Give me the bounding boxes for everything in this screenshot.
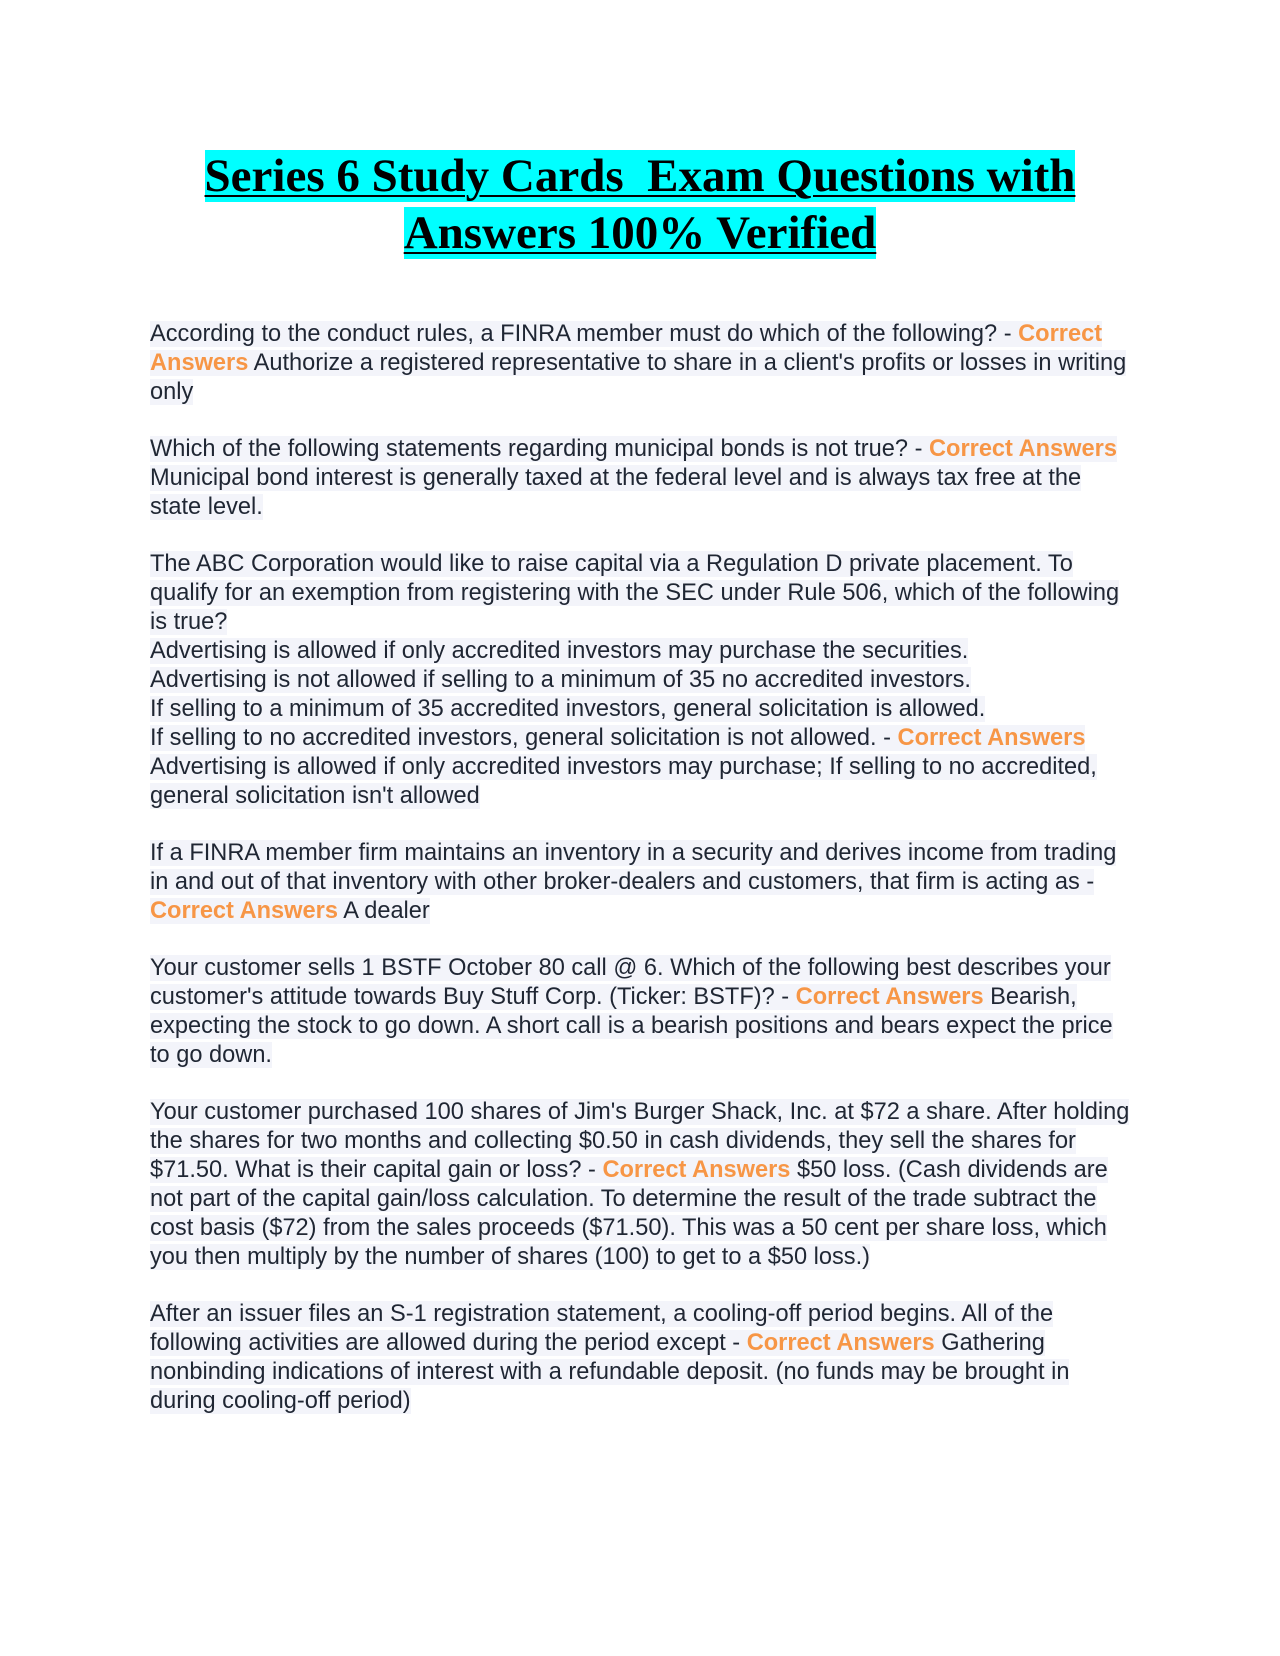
question-text: The ABC Corporation would like to raise capital via a Regulation D private placement. To qualify for an exemption from registering with the SEC under Rule 506, which of the following is true? <box>150 551 1120 635</box>
qa-item-4 <box>150 839 1130 926</box>
correct-answers-label: Correct Answers <box>929 436 1117 462</box>
qa-item-7 <box>150 1300 1130 1416</box>
qa-list <box>150 320 1130 1444</box>
question-option: If selling to a minimum of 35 accredited investors, general solicitation is allowed. <box>150 696 986 722</box>
title-line-2: Answers 100% Verified <box>403 207 877 259</box>
answer-text: Authorize a registered representative to share in a client's profits or losses in writing only <box>150 350 1127 405</box>
qa-item-1 <box>150 320 1130 407</box>
question-text: Your customer purchased 100 shares of Jim's Burger Shack, Inc. at $72 a share. After holding the shares for two months and collecting $0.50 in cash dividends, they sell the shares for $71.50. What is their capital gain or loss? - <box>150 1099 1130 1183</box>
question-text: If a FINRA member firm maintains an inventory in a security and derives income from trading in and out of that inventory with other broker-dealers and customers, that firm is acting as - <box>150 840 1117 895</box>
question-option: Advertising is not allowed if selling to a minimum of 35 no accredited investors. <box>150 667 971 693</box>
qa-item-5 <box>150 954 1130 1070</box>
question-option: Advertising is allowed if only accredited investors may purchase the securities. <box>150 638 969 664</box>
page-title <box>140 148 1140 262</box>
correct-answers-label: Correct Answers <box>150 898 338 924</box>
question-text: Your customer sells 1 BSTF October 80 call @ 6. Which of the following best describes your customer's attitude towards Buy Stuff Corp. (Ticker: BSTF)? - <box>150 955 1111 1010</box>
qa-item-6 <box>150 1098 1130 1272</box>
qa-item-2 <box>150 435 1130 522</box>
question-text: According to the conduct rules, a FINRA member must do which of the following? - <box>150 321 1019 347</box>
answer-text: Gathering nonbinding indications of interest with a refundable deposit. (no funds may be brought in during cooling-off period) <box>150 1330 1070 1414</box>
question-text: Which of the following statements regarding municipal bonds is not true? - <box>150 436 929 462</box>
answer-text: A dealer <box>337 898 430 924</box>
answer-text: Advertising is allowed if only accredited investors may purchase; If selling to no accredited, general solicitation isn't allowed <box>150 754 1097 809</box>
correct-answers-label: Correct Answers <box>150 321 1103 376</box>
qa-item-3 <box>150 550 1130 811</box>
correct-answers-label: Correct Answers <box>602 1157 791 1183</box>
correct-answers-label: Correct Answers <box>746 1330 935 1356</box>
question-text: After an issuer files an S-1 registration statement, a cooling-off period begins. All of the following activities are allowed during the period except - <box>150 1301 1054 1356</box>
question-option: If selling to no accredited investors, general solicitation is not allowed. - <box>150 725 898 751</box>
title-line-1: Series 6 Study Cards Exam Questions with <box>204 150 1076 202</box>
correct-answers-label: Correct Answers <box>795 984 984 1010</box>
correct-answers-label: Correct Answers <box>897 725 1086 751</box>
answer-text: $50 loss. (Cash dividends are not part of the capital gain/loss calculation. To determine the result of the trade subtract the cost basis ($72) from the sales proceeds ($71.50). This was a 50 cent per share loss, which you then multiply by the number of shares (100) to get to a $50 loss.) <box>150 1157 1108 1270</box>
answer-text: Bearish, expecting the stock to go down. A short call is a bearish positions and bears expect the price to go down. <box>150 984 1113 1068</box>
answer-text: Municipal bond interest is generally taxed at the federal level and is always tax free at the state level. <box>150 465 1082 520</box>
